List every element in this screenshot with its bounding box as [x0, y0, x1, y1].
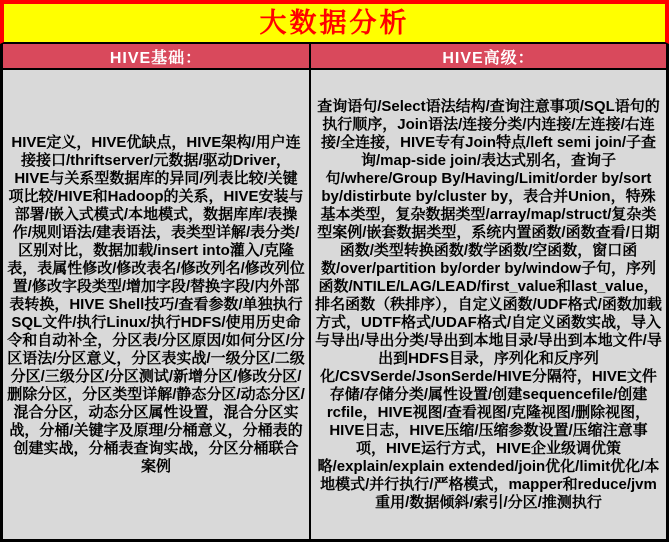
table-body-row: [3, 70, 666, 539]
title-banner: [0, 0, 669, 44]
column-header-hive-basics: HIVE基础：: [3, 44, 311, 68]
column-header-hive-advanced: HIVE高级：: [442, 49, 535, 67]
hive-topics-table: [0, 44, 669, 542]
page-title: 大数据分析: [259, 7, 410, 38]
hive-basics-content: HIVE定义，HIVE优缺点，HIVE架构/用户连接接口/thriftserver/元数据/驱动Driver，HIVE与关系型数据库的异同/列表比较/关键项比较/HIVE和Hadoop的关系，HIVE安装与部署/嵌入式模式/本地模式，数据库库/表操作/规则语法/建表语法，表类型详解/表分类/区别对比，数据加载/insert into灌入/克隆表，表属性修改/修改表名/修改列名/修改列位置/修改字段类型/增加字段/替换字段/内外部表转换，HIVE Shell技巧/查看参数/单独执行SQL文件/执行Linux/执行HDFS/使用历史命令和自动补全，分区表/分区原因/如何分区/分区语法/分区意义，分区表实战/一级分区/二级分区/三级分区/分区测试/新增分区/修改分区/删除分区，分区类型详解/静态分区/动态分区/混合分区，动态分区属性设置，混合分区实战，分桶/关键字及原理/分桶意义，分桶表的创建实战，分桶表查询实战，分区分桶联合案例: [3, 70, 311, 539]
table-header-row: [3, 44, 666, 70]
hive-advanced-content: 查询语句/Select语法结构/查询注意事项/SQL语句的执行顺序，Join语法/连接分类/内连接/左连接/右连接/全连接，HIVE专有Join特点/left semi join/子查询/map-side join/表达式别名，查询子句/where/Group By/Having/Limit/order by/sort by/distirbute by/cluster by，表合并Union，特殊基本类型，复杂数据类型/array/map/struct/复杂类型案例/嵌套数据类型，系统内置函数/函数查看/日期函数/类型转换函数/数学函数/空函数，窗口函数/over/partition by/order by/window子句，序列函数/NTILE/LAG/LEAD/first_value和last_value，排名函数（秩排序），自定义函数/UDF格式/函数加载方式，UDTF格式/UDAF格式/自定义函数实战，导入与导出/导出分类/导出到本地目录/导出到本地文件/导出到HDFS目录，序列化和反序列化/CSVSerde/JsonSerde/HIVE分隔符，HIVE文件存储/存储分类/属性设置/创建sequencefile/创建rcfile，HIVE视图/查看视图/克隆视图/删除视图，HIVE日志，HIVE压缩/压缩参数设置/压缩注意事项，HIVE运行方式，HIVE企业级调优策略/explain/explain extended/join优化/limit优化/本地模式/并行执行/严格模式，mapper和reduce/jvm重用/数据倾斜/索引/分区/推测执行: [315, 97, 662, 511]
